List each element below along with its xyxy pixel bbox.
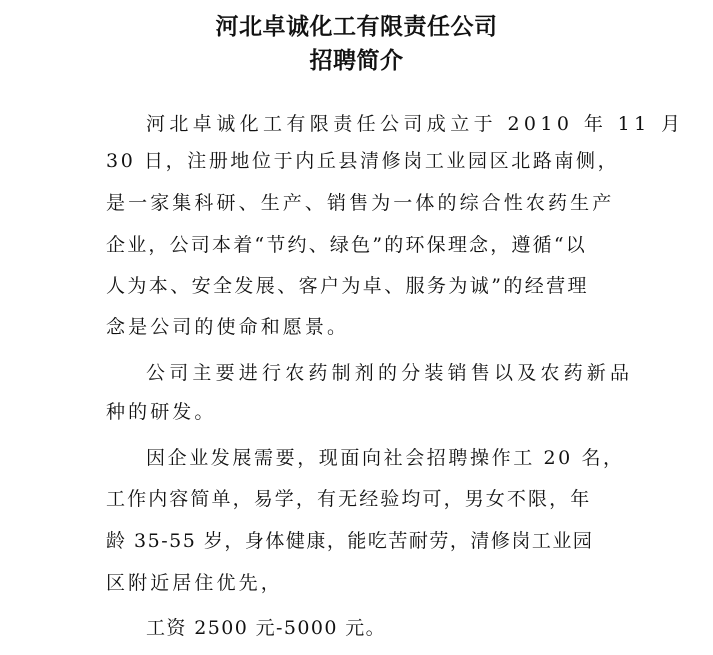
body-line: 区附近居住优先， xyxy=(106,572,283,594)
body-line: 人为本、安全发展、客户为卓、服务为诚”的经营理 xyxy=(106,275,589,297)
body-line: 是一家集科研、生产、销售为一体的综合性农药生产 xyxy=(106,192,615,214)
body-line: 因企业发展需要，现面向社会招聘操作工 20 名， xyxy=(146,447,625,469)
body-line: 公司主要进行农药制剂的分装销售以及农药新品 xyxy=(146,362,634,384)
body-line: 企业，公司本着“节约、绿色”的环保理念，遵循“以 xyxy=(106,234,587,256)
body-line: 河北卓诚化工有限责任公司成立于 2010 年 11 月 xyxy=(146,113,685,135)
body-line: 龄 35-55 岁，身体健康，能吃苦耐劳，清修岗工业园 xyxy=(106,530,594,552)
body-line: 工作内容简单，易学，有无经验均可，男女不限，年 xyxy=(106,488,592,510)
document-subtitle: 招聘简介 xyxy=(309,48,404,74)
salary-line: 工资 2500 元-5000 元。 xyxy=(146,617,387,639)
body-line: 种的研发。 xyxy=(106,401,217,423)
company-title: 河北卓诚化工有限责任公司 xyxy=(215,14,498,40)
body-line: 30 日，注册地位于内丘县清修岗工业园区北路南侧， xyxy=(106,150,620,172)
body-line: 念是公司的使命和愿景。 xyxy=(106,316,350,338)
